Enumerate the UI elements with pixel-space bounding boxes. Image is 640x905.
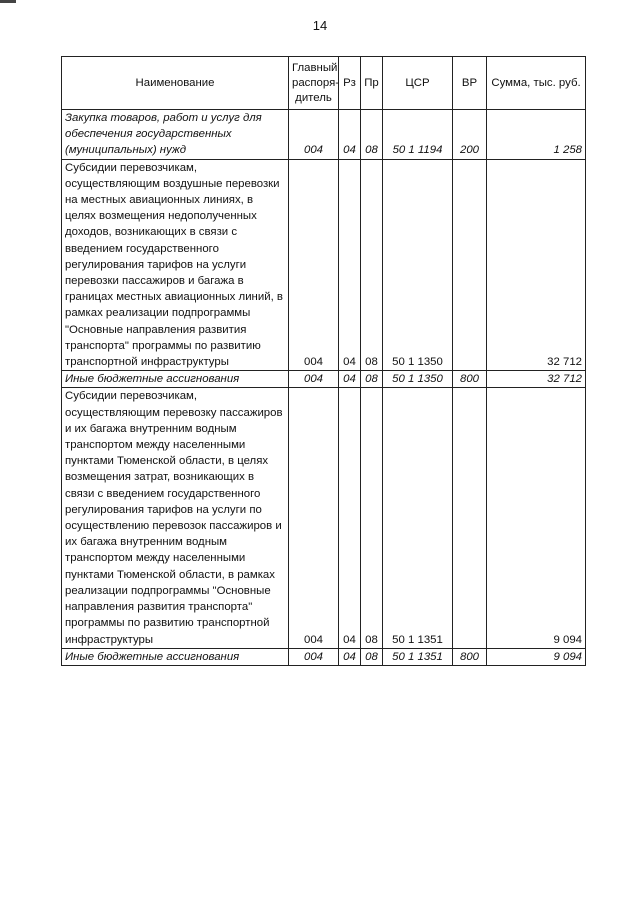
table-header-row xyxy=(62,57,586,110)
table-row xyxy=(62,388,586,648)
row-rz: 04 xyxy=(339,648,361,665)
header-csr: ЦСР xyxy=(383,57,453,110)
row-vr: 800 xyxy=(453,648,487,665)
header-sum: Сумма, тыс. руб. xyxy=(487,57,586,110)
row-glavny: 004 xyxy=(289,110,339,160)
row-name: Закупка товаров, работ и услуг для обеспечения государственных (муниципальных) нужд xyxy=(62,110,289,160)
row-sum: 32 712 xyxy=(487,159,586,371)
table-row xyxy=(62,648,586,665)
page-number: 14 xyxy=(312,18,328,33)
row-csr: 50 1 1350 xyxy=(383,371,453,388)
table-row xyxy=(62,110,586,160)
row-glavny: 004 xyxy=(289,371,339,388)
row-glavny: 004 xyxy=(289,388,339,648)
header-pr: Пр xyxy=(361,57,383,110)
row-sum: 9 094 xyxy=(487,648,586,665)
row-pr: 08 xyxy=(361,648,383,665)
row-rz: 04 xyxy=(339,159,361,371)
row-sum: 32 712 xyxy=(487,371,586,388)
row-vr xyxy=(453,388,487,648)
row-csr: 50 1 1350 xyxy=(383,159,453,371)
row-name: Субсидии перевозчикам, осуществляющим перевозку пассажиров и их багажа внутренним водным транспортом между населенными пунктами Тюменской области, в целях возмещения затрат, возникающих в связи с введением государственного регулирования тарифов на услуги по осуществлению перевозок пассажиров и их багажа внутренним водным транспортом между населенными пунктами Тюменской области, в рамках реализации подпрограммы "Основные направления развития транспорта" программы по развитию транспортной инфраструктуры xyxy=(62,388,289,648)
row-rz: 04 xyxy=(339,110,361,160)
header-vr: ВР xyxy=(453,57,487,110)
row-name: Иные бюджетные ассигнования xyxy=(62,371,289,388)
row-vr xyxy=(453,159,487,371)
row-rz: 04 xyxy=(339,388,361,648)
header-glavny: Главный распоря-дитель xyxy=(289,57,339,110)
row-glavny: 004 xyxy=(289,159,339,371)
row-pr: 08 xyxy=(361,159,383,371)
header-rz: Рз xyxy=(339,57,361,110)
row-sum: 9 094 xyxy=(487,388,586,648)
table-row xyxy=(62,371,586,388)
scan-corner-mark xyxy=(0,0,16,3)
row-csr: 50 1 1351 xyxy=(383,648,453,665)
row-pr: 08 xyxy=(361,388,383,648)
row-name: Субсидии перевозчикам, осуществляющим воздушные перевозки на местных авиационных линиях, в целях возмещения недополученных доходов, возникающих в связи с введением государственного регулирования тарифов на услуги перевозки пассажиров и багажа в границах местных авиационных линий, в рамках реализации подпрограммы "Основные направления развития транспорта" программы по развитию транспортной инфраструктуры xyxy=(62,159,289,371)
budget-table xyxy=(61,56,586,666)
row-sum: 1 258 xyxy=(487,110,586,160)
row-vr: 800 xyxy=(453,371,487,388)
row-glavny: 004 xyxy=(289,648,339,665)
row-pr: 08 xyxy=(361,371,383,388)
header-name: Наименование xyxy=(62,57,289,110)
row-pr: 08 xyxy=(361,110,383,160)
table-row xyxy=(62,159,586,371)
row-rz: 04 xyxy=(339,371,361,388)
row-vr: 200 xyxy=(453,110,487,160)
row-name: Иные бюджетные ассигнования xyxy=(62,648,289,665)
row-csr: 50 1 1351 xyxy=(383,388,453,648)
row-csr: 50 1 1194 xyxy=(383,110,453,160)
